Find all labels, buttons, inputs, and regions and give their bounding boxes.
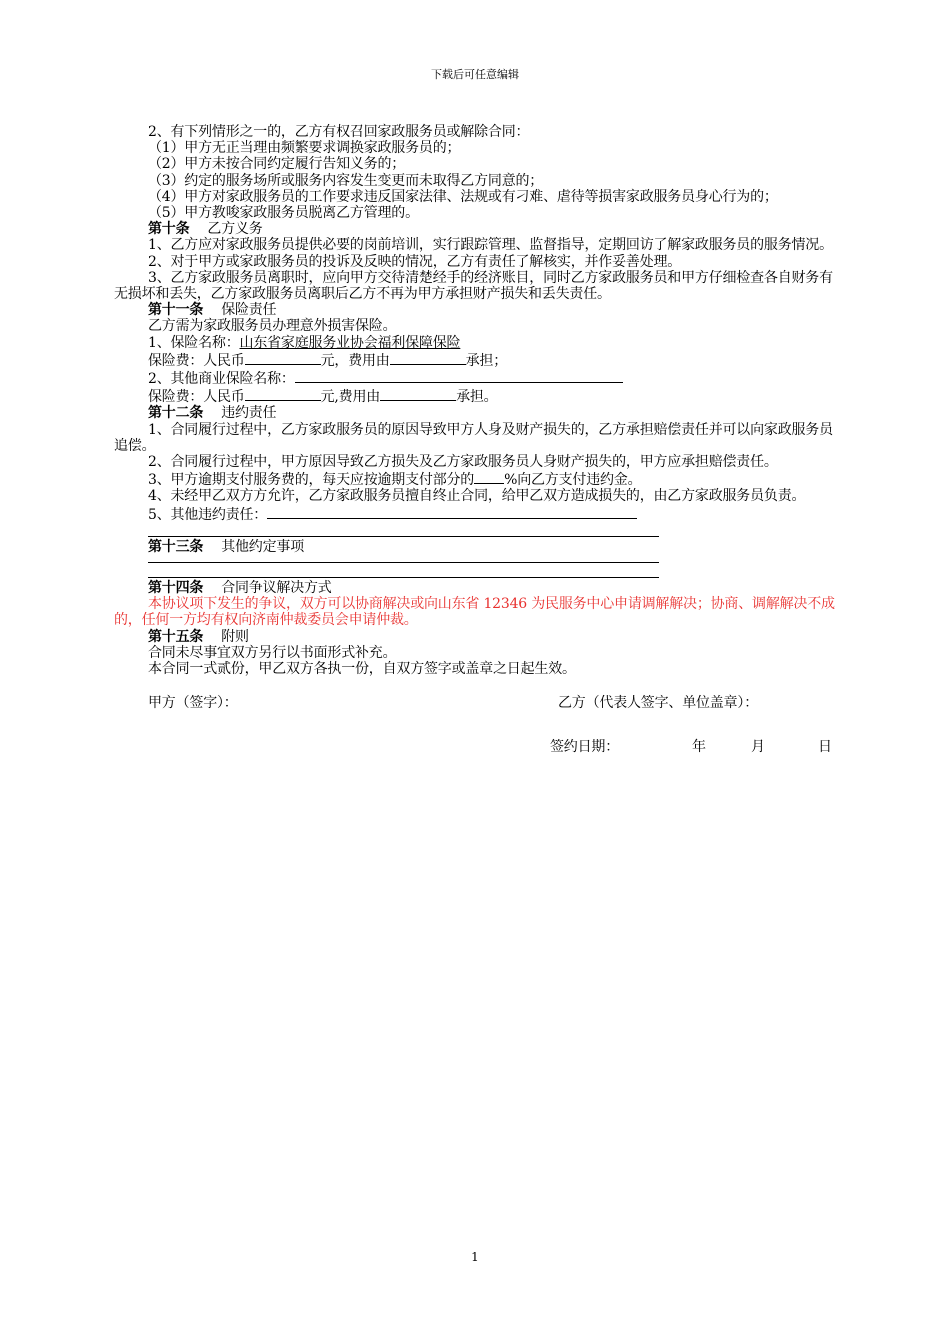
art15-clause-2: 本合同一式贰份，甲乙双方各执一份，自双方签字或盖章之日起生效。 <box>148 661 576 678</box>
other-insurance-blank[interactable] <box>295 369 623 383</box>
art15-number: 第十五条 <box>148 628 204 645</box>
art11-fee-1: 保险费：人民币 元，费用由 承担； <box>148 352 508 369</box>
fee-amount-blank-2[interactable] <box>245 387 321 401</box>
fee-payer-blank-1[interactable] <box>390 351 466 365</box>
art10-title: 乙方义务 <box>207 221 263 238</box>
fee-amount-blank-1[interactable] <box>245 351 321 365</box>
art10-clause-1: 1、乙方应对家政服务员提供必要的岗前培训，实行跟踪管理、监督指导，定期回访了解家政服务员的服务情况。 <box>148 237 833 254</box>
signature-row <box>114 695 836 713</box>
art9-item-1: （1）甲方无正当理由频繁要求调换家政服务员的； <box>148 140 461 157</box>
art12-number: 第十二条 <box>148 405 204 422</box>
art12-clause-2: 2、合同履行过程中，甲方原因导致乙方损失及乙方家政服务员人身财产损失的，甲方应承担赔偿责任。 <box>148 454 778 471</box>
art12-title: 违约责任 <box>221 405 277 422</box>
art11-heading <box>114 302 836 318</box>
art9-clause-2: 2、有下列情形之一的，乙方有权召回家政服务员或解除合同： <box>148 124 530 140</box>
art15-heading <box>114 629 836 645</box>
art14-heading <box>114 580 836 596</box>
penalty-rate-blank[interactable] <box>474 470 504 484</box>
art14-clause-1: 本协议项下发生的争议，双方可以协商解决或向山东省 12346 为民服务中心申请调解解决；协商、调解解决不成的，任何一方均有权向济南仲裁委员会申请仲裁。 <box>114 596 835 629</box>
party-b-signature: 乙方（代表人签字、单位盖章）： <box>558 695 758 712</box>
insurance-name: 山东省家庭服务业协会福利保障保险 <box>239 334 461 351</box>
art14-number: 第十四条 <box>148 580 204 597</box>
signing-year: 年 <box>692 739 706 756</box>
art13-number: 第十三条 <box>148 538 204 555</box>
party-a-signature: 甲方（签字）： <box>148 695 238 712</box>
art11-intro: 乙方需为家政服务员办理意外损害保险。 <box>148 318 397 335</box>
art15-clause-1: 合同未尽事宜双方另行以书面形式补充。 <box>148 644 397 661</box>
art10-heading <box>114 221 836 237</box>
art14-title: 合同争议解决方式 <box>221 580 332 597</box>
signing-day: 日 <box>818 739 832 756</box>
art10-clause-3: 3、乙方家政服务员离职时，应向甲方交待清楚经手的经济账目，同时乙方家政服务员和甲方仔细检查各自财务有无损坏和丢失，乙方家政服务员离职后乙方不再为甲方承担财产损失和丢失责任。 <box>114 269 833 303</box>
document-body <box>114 124 836 757</box>
art12-clause-4: 4、未经甲乙双方方允许，乙方家政服务员擅自终止合同，给甲乙双方造成损失的，由乙方家政服务员负责。 <box>148 488 806 505</box>
art9-item-4: （4）甲方对家政服务员的工作要求违反国家法律、法规或有刁难、虐待等损害家政服务员身心行为的； <box>148 188 778 205</box>
art11-number: 第十一条 <box>148 302 204 319</box>
art11-title: 保险责任 <box>221 302 277 319</box>
art9-item-2: （2）甲方未按合同约定履行告知义务的； <box>148 156 406 173</box>
art11-insurance-2: 2、其他商业保险名称： <box>114 369 836 387</box>
art12-clause-3: 3、甲方逾期支付服务费的，每天应按逾期支付部分的 %向乙方支付违约金。 <box>148 472 642 489</box>
art9-item-5: （5）甲方教唆家政服务员脱离乙方管理的。 <box>148 205 419 222</box>
page-number: 1 <box>471 1250 479 1264</box>
art13-title: 其他约定事项 <box>221 538 305 555</box>
other-terms-line-1[interactable] <box>148 555 659 563</box>
art12-clause-1: 1、合同履行过程中，乙方家政服务员的原因导致甲方人身及财产损失的，乙方承担赔偿责任并可以向家政服务员追偿。 <box>114 421 833 454</box>
other-liability-blank[interactable] <box>267 505 637 519</box>
art11-fee-2: 保险费：人民币 元,费用由 承担。 <box>148 389 498 406</box>
art11-insurance-1: 1、保险名称：山东省家庭服务业协会福利保障保险 <box>148 334 461 351</box>
art15-title: 附则 <box>221 628 249 645</box>
other-liability-line-2[interactable] <box>148 523 659 537</box>
signing-month: 月 <box>751 739 765 756</box>
art12-clause-5: 5、其他违约责任： <box>114 505 836 523</box>
fee-payer-blank-2[interactable] <box>380 387 456 401</box>
other-terms-line-2[interactable] <box>148 563 659 578</box>
art12-heading <box>114 405 836 421</box>
page-header: 下载后可任意编辑 <box>431 68 519 81</box>
art13-heading <box>114 539 836 555</box>
signing-date-row <box>114 739 836 757</box>
art10-clause-2: 2、对于甲方或家政服务员的投诉及反映的情况，乙方有责任了解核实，并作妥善处理。 <box>148 253 682 270</box>
signing-date-label: 签约日期： <box>550 739 619 756</box>
art10-number: 第十条 <box>148 221 190 238</box>
art9-item-3: （3）约定的服务场所或服务内容发生变更而未取得乙方同意的； <box>148 172 544 189</box>
